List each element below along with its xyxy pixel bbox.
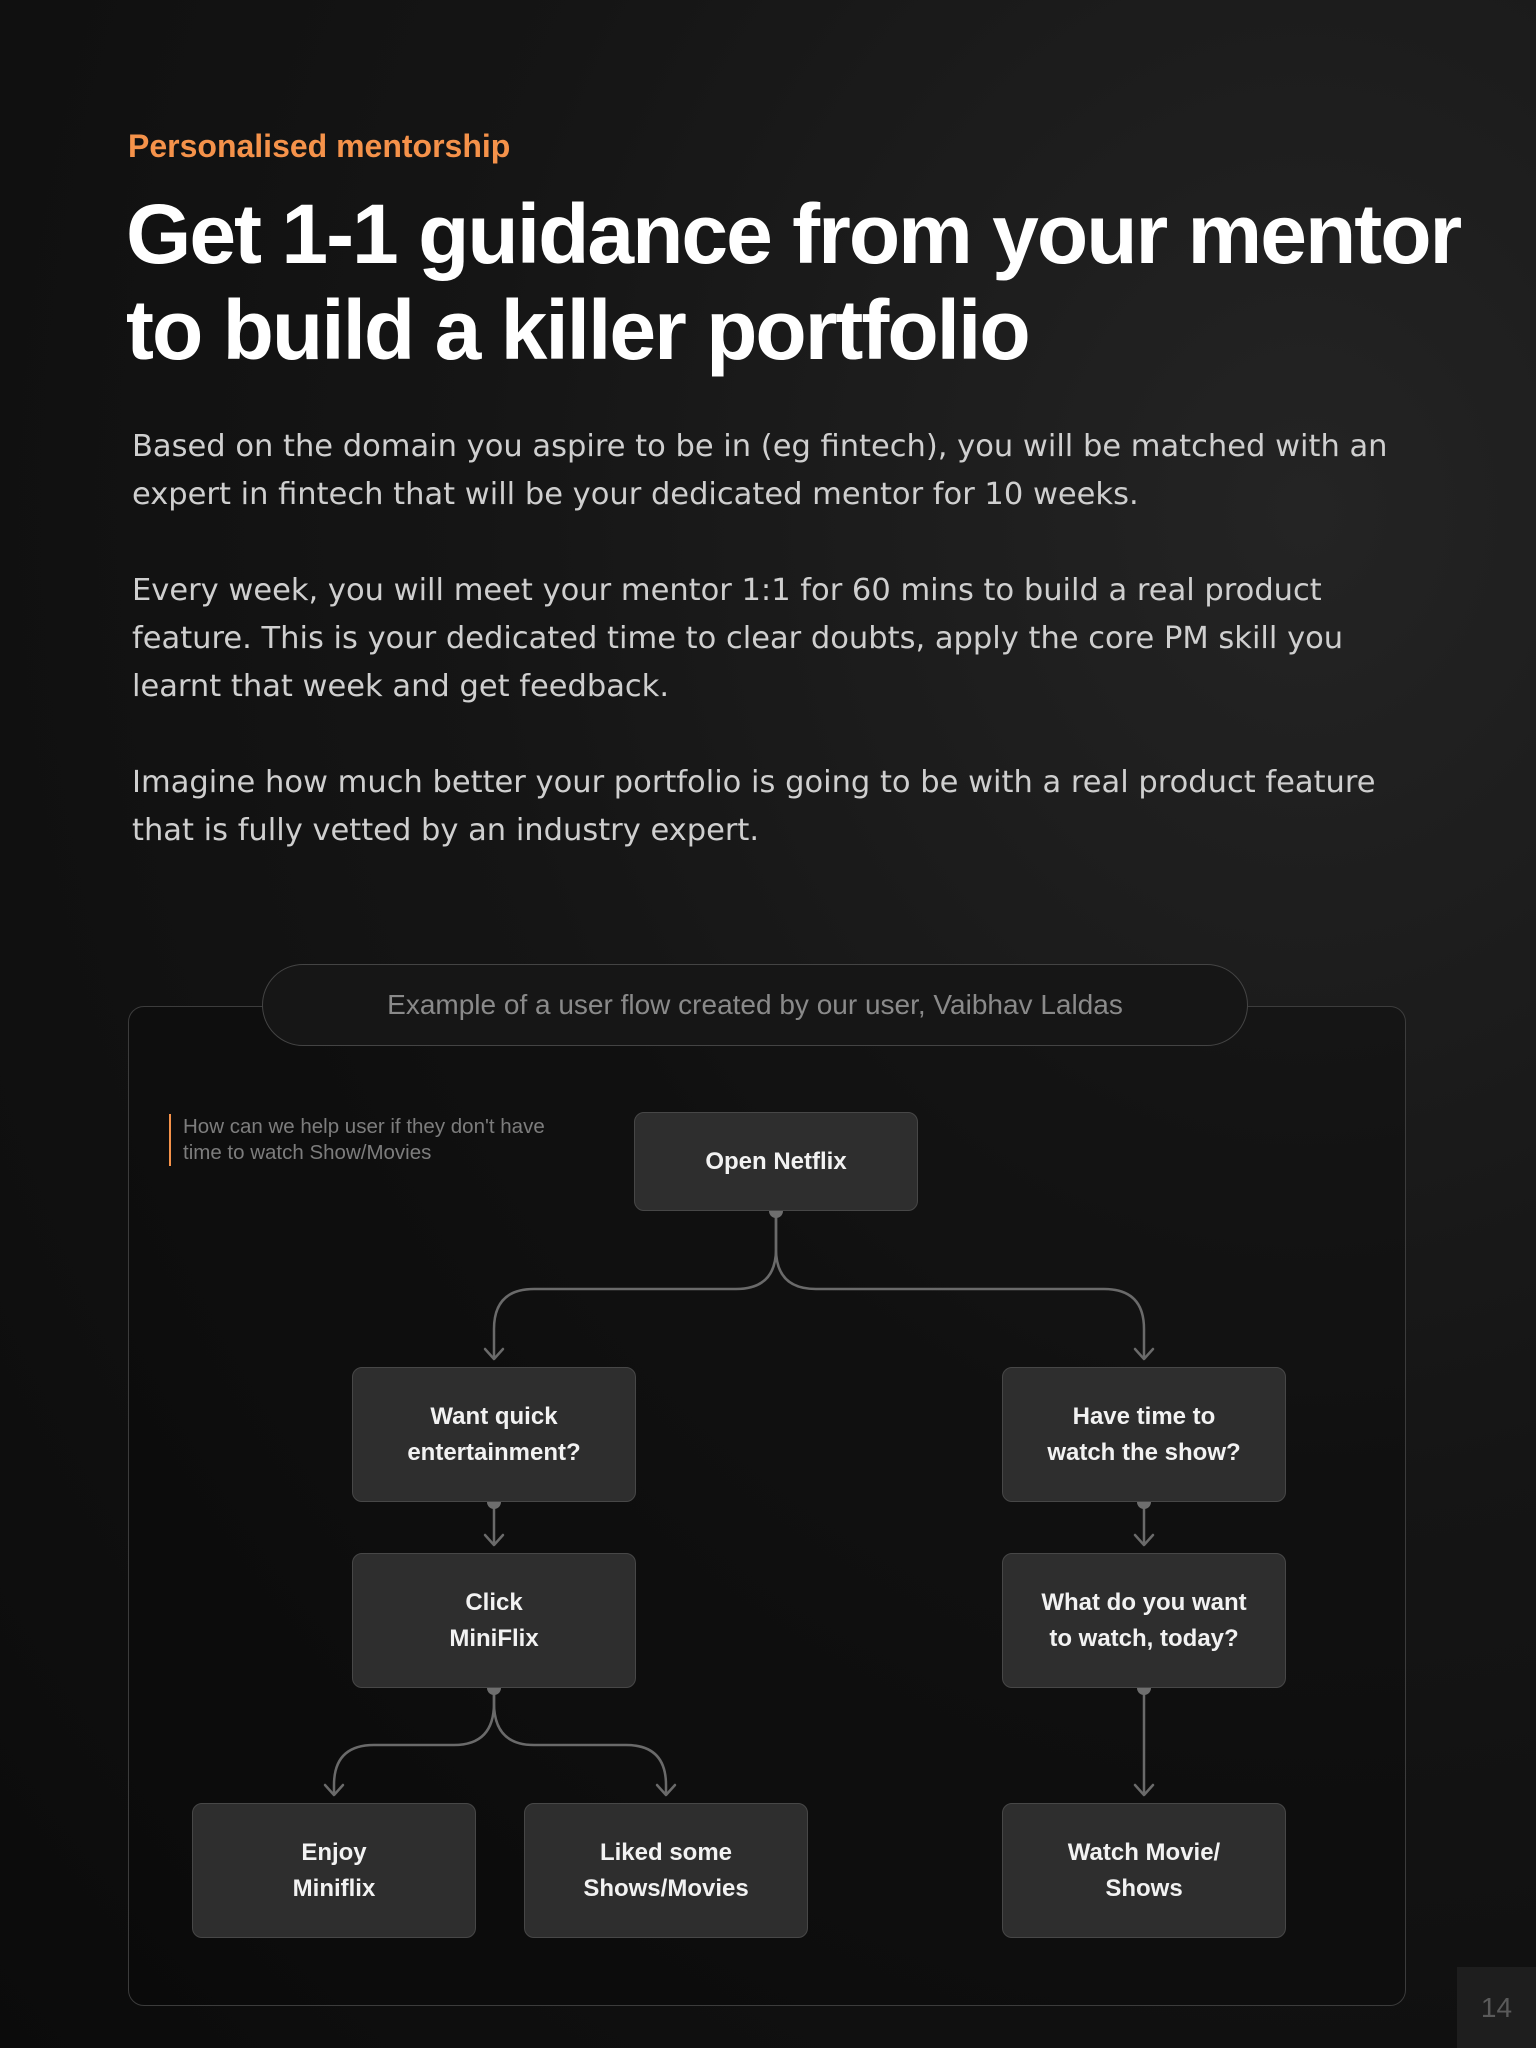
portfolio-paragraph: Imagine how much better your portfolio is going to be with a real product feature that is fully vetted by an industry expert.: [132, 765, 1376, 848]
flow-node-liked-shows: Liked some Shows/Movies: [524, 1803, 808, 1938]
flow-node-enjoy-miniflix: Enjoy Miniflix: [192, 1803, 476, 1938]
page-number: 14: [1457, 1967, 1536, 2048]
flow-node-want-quick-entertainment: Want quick entertainment?: [352, 1367, 636, 1502]
flow-node-open-netflix: Open Netflix: [634, 1112, 918, 1211]
flow-note: How can we help user if they don't have time to watch Show/Movies: [169, 1114, 549, 1166]
page-headline: Get 1-1 guidance from your mentor to build a killer portfolio: [126, 187, 1461, 377]
flow-node-watch-movie: Watch Movie/ Shows: [1002, 1803, 1286, 1938]
weekly-meeting-paragraph: Every week, you will meet your mentor 1:1 for 60 mins to build a real product feature. This is your dedicated time to clear doubts, apply the core PM skill you learnt that week and get feedback.: [132, 573, 1344, 704]
user-flow-caption: Example of a user flow created by our user, Vaibhav Laldas: [262, 964, 1248, 1046]
intro-paragraph: Based on the domain you aspire to be in (eg fintech), you will be matched with an expert in fintech that will be your dedicated mentor for 10 weeks.: [132, 429, 1388, 512]
eyebrow-label: Personalised mentorship: [128, 128, 511, 164]
flow-node-what-to-watch: What do you want to watch, today?: [1002, 1553, 1286, 1688]
flow-node-have-time: Have time to watch the show?: [1002, 1367, 1286, 1502]
flow-node-click-miniflix: Click MiniFlix: [352, 1553, 636, 1688]
